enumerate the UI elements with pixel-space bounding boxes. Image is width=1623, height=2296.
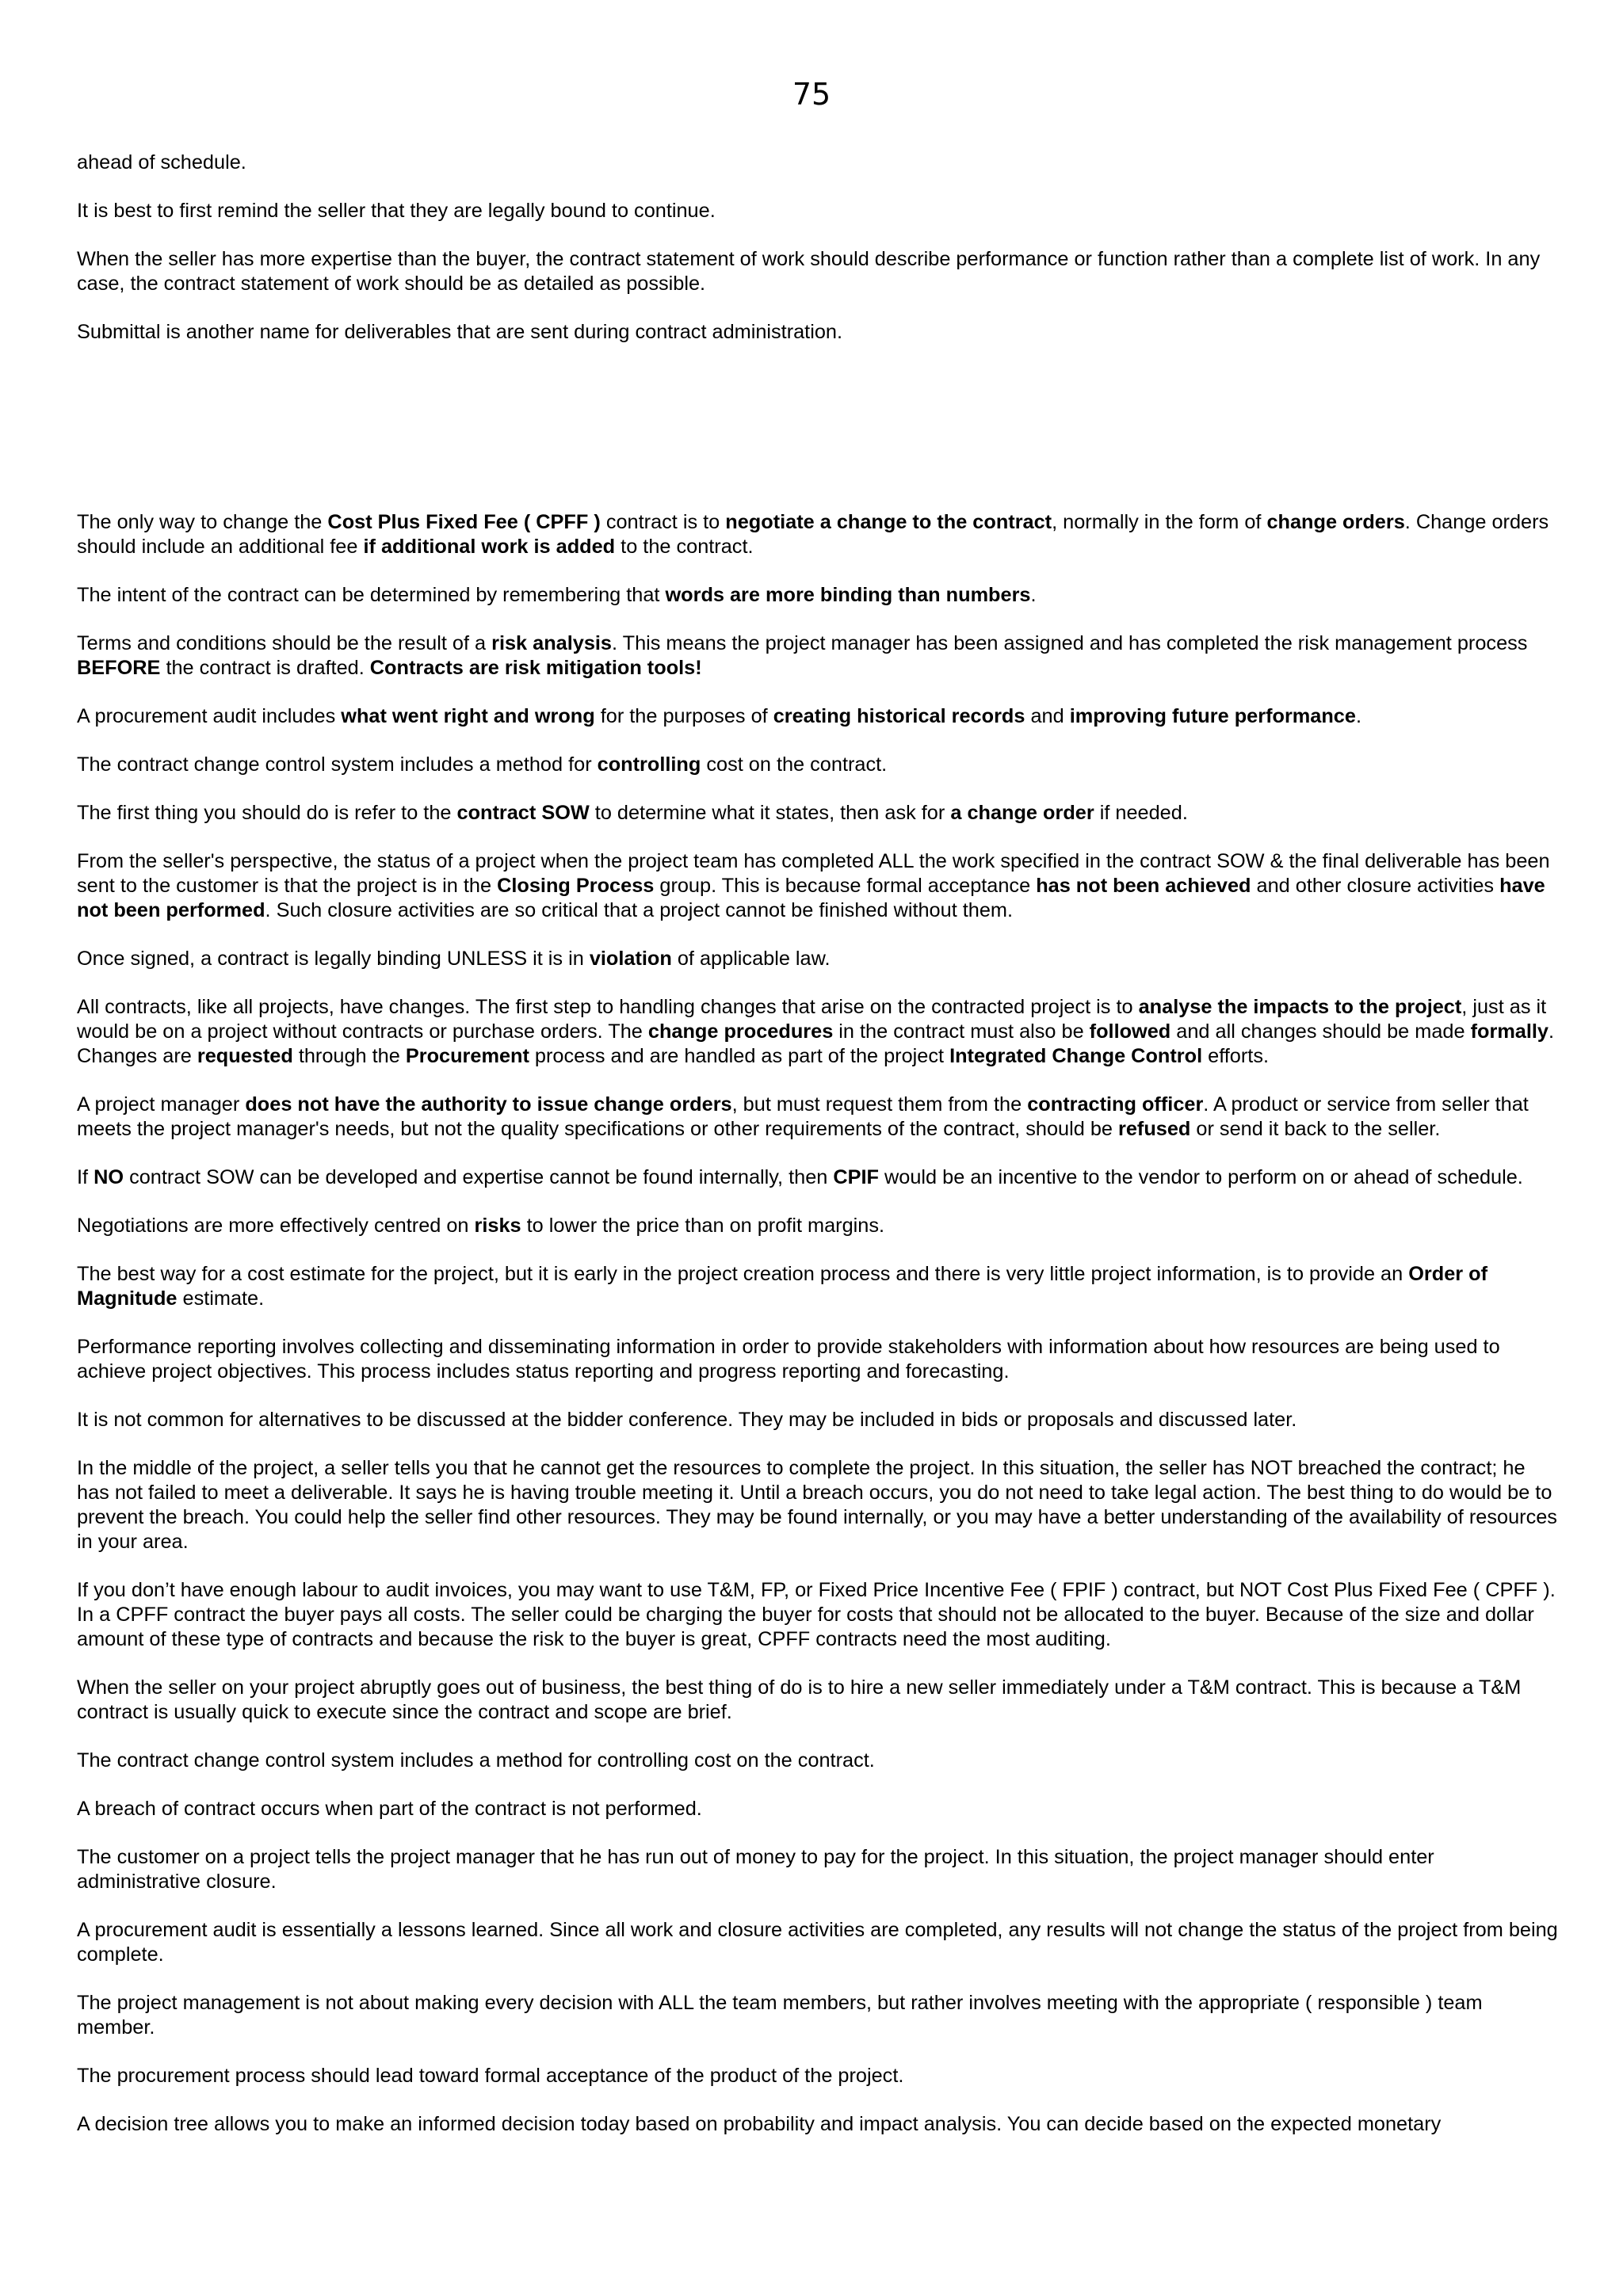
text-run: The intent of the contract can be determined by remembering that	[77, 584, 666, 606]
text-run: and all changes should be made	[1170, 1020, 1471, 1043]
text-run: . Changes are	[77, 1020, 1555, 1067]
paragraph	[77, 704, 1560, 729]
bold-text: improving future performance	[1069, 705, 1356, 727]
paragraph	[77, 510, 1560, 559]
text-run: group. This is because formal acceptance	[654, 875, 1037, 897]
paragraph	[77, 583, 1560, 608]
text-run: through the	[292, 1045, 406, 1067]
paragraph	[77, 151, 1560, 175]
text-run: If you don’t have enough labour to audit invoices, you may want to use T&M, FP, or Fixed Price Incentive Fee ( FPIF ) contract, but NOT Cost Plus Fixed Fee ( CPFF ). In a CPFF contract the buyer pays all costs. The seller could be charging the buyer for costs that should not be allocated to the buyer. Because of the size and dollar amount of these type of contracts and because the risk to the buyer is great, CPFF contracts need the most auditing.	[77, 1579, 1556, 1650]
bold-text: what went right and wrong	[341, 705, 595, 727]
paragraph	[77, 1456, 1560, 1554]
text-run: for the purposes of	[594, 705, 773, 727]
text-run: of applicable law.	[671, 948, 831, 970]
paragraph	[77, 1749, 1560, 1773]
bold-text: a change order	[950, 802, 1094, 824]
paragraph	[77, 1918, 1560, 1967]
text-run: , but must request them from the	[731, 1093, 1028, 1116]
paragraph	[77, 1214, 1560, 1238]
paragraph	[77, 995, 1560, 1069]
paragraph	[77, 947, 1560, 971]
bold-text: negotiate a change to the contract	[725, 511, 1052, 533]
text-run: . A product or service from seller that meets the project manager's needs, but not the quality specifications or other requirements of the contract, should be	[77, 1093, 1529, 1140]
text-run: The contract change control system includes a method for controlling cost on the contract.	[77, 1749, 875, 1772]
bold-text: contracting officer	[1027, 1093, 1204, 1116]
text-run: The customer on a project tells the project manager that he has run out of money to pay for the project. In this situation, the project manager should enter administrative closure.	[77, 1846, 1434, 1893]
bold-text: BEFORE	[77, 657, 161, 679]
text-run: if needed.	[1094, 802, 1188, 824]
text-run: A decision tree allows you to make an informed decision today based on probability and impact analysis. You can decide based on the expected monetary	[77, 2113, 1442, 2135]
paragraph	[77, 1578, 1560, 1652]
bold-text: Integrated Change Control	[949, 1045, 1203, 1067]
text-run: the contract is drafted.	[160, 657, 370, 679]
bold-text: have not been performed	[77, 875, 1545, 921]
text-run: If	[77, 1166, 94, 1188]
bold-text: Cost Plus Fixed Fee ( CPFF )	[327, 511, 601, 533]
text-run: would be an incentive to the vendor to perform on or ahead of schedule.	[879, 1166, 1523, 1188]
paragraph	[77, 1093, 1560, 1142]
text-run: When the seller on your project abruptly goes out of business, the best thing of do is to hire a new seller immediately under a T&M contract. This is because a T&M contract is usually quick to execute since the contract and scope are brief.	[77, 1676, 1522, 1723]
paragraph	[77, 2112, 1560, 2137]
paragraph	[77, 1845, 1560, 1894]
paragraph	[77, 801, 1560, 826]
text-run: contract is to	[600, 511, 726, 533]
text-run: Submittal is another name for deliverables that are sent during contract administration.	[77, 321, 843, 343]
bold-text: risk analysis	[491, 632, 613, 654]
bold-text: Closing Process	[497, 875, 655, 897]
bold-text: NO	[94, 1166, 124, 1188]
top-text-block	[77, 151, 1560, 345]
paragraph	[77, 1408, 1560, 1432]
text-run: in the contract must also be	[833, 1020, 1090, 1043]
text-run: A project manager	[77, 1093, 246, 1116]
text-run: and other closure activities	[1251, 875, 1500, 897]
text-run: It is best to first remind the seller that they are legally bound to continue.	[77, 200, 716, 222]
bold-text: risks	[474, 1215, 521, 1237]
paragraph	[77, 320, 1560, 345]
paragraph	[77, 1797, 1560, 1821]
bold-text: has not been achieved	[1036, 875, 1251, 897]
paragraph	[77, 1165, 1560, 1190]
bold-text: formally	[1470, 1020, 1549, 1043]
text-run: .	[1030, 584, 1037, 606]
bold-text: controlling	[597, 753, 701, 776]
bold-text: followed	[1089, 1020, 1171, 1043]
text-run: The first thing you should do is refer to the	[77, 802, 457, 824]
text-run: contract SOW can be developed and expertise cannot be found internally, then	[124, 1166, 834, 1188]
text-run: to lower the price than on profit margins.	[521, 1215, 885, 1237]
paragraph	[77, 199, 1560, 223]
bold-text: does not have the authority to issue change orders	[245, 1093, 732, 1116]
paragraph	[77, 1335, 1560, 1384]
text-run: estimate.	[177, 1287, 265, 1310]
text-run: Negotiations are more effectively centred on	[77, 1215, 475, 1237]
text-run: cost on the contract.	[701, 753, 888, 776]
paragraph	[77, 1991, 1560, 2040]
bold-text: creating historical records	[773, 705, 1025, 727]
text-run: The procurement process should lead toward formal acceptance of the product of the project.	[77, 2065, 904, 2087]
paragraph	[77, 2064, 1560, 2088]
bold-text: CPIF	[833, 1166, 879, 1188]
text-run: The only way to change the	[77, 511, 328, 533]
text-run: . Such closure activities are so critical that a project cannot be finished without them.	[265, 899, 1014, 921]
text-run: The project management is not about making every decision with ALL the team members, but rather involves meeting with the appropriate ( responsible ) team member.	[77, 1992, 1483, 2039]
text-run: to determine what it states, then ask for	[589, 802, 951, 824]
bold-text: Order of Magnitude	[77, 1263, 1488, 1310]
paragraph	[77, 631, 1560, 681]
text-run: and	[1025, 705, 1070, 727]
text-run: .	[1355, 705, 1361, 727]
text-run: Terms and conditions should be the result of a	[77, 632, 492, 654]
bold-text: change procedures	[647, 1020, 834, 1043]
text-run: From the seller's perspective, the status of a project when the project team has completed ALL the work specified in the contract SOW & the final deliverable has been sent to the customer is that the project is in the	[77, 850, 1550, 897]
bold-text: analyse the impacts to the project	[1138, 996, 1462, 1018]
text-run: In the middle of the project, a seller tells you that he cannot get the resources to complete the project. In this situation, the seller has NOT breached the contract; he has not failed to meet a deliverable. It says he is having trouble meeting it. Until a breach occurs, you do not need to take legal action. The best thing to do would be to prevent the breach. You could help the seller find other resources. They may be found internally, or you may have a better understanding of the availability of resources in your area.	[77, 1457, 1557, 1553]
paragraph	[77, 753, 1560, 777]
paragraph	[77, 849, 1560, 923]
page-number: 75	[792, 77, 831, 112]
bold-text: requested	[197, 1045, 293, 1067]
text-run: . This means the project manager has been assigned and has completed the risk management process	[612, 632, 1528, 654]
text-run: , normally in the form of	[1052, 511, 1267, 533]
bold-text: refused	[1117, 1118, 1191, 1140]
text-run: process and are handled as part of the project	[529, 1045, 950, 1067]
bold-text: Procurement	[405, 1045, 529, 1067]
text-run: or send it back to the seller.	[1190, 1118, 1441, 1140]
text-run: A procurement audit includes	[77, 705, 342, 727]
text-run: ahead of schedule.	[77, 151, 246, 174]
paragraph	[77, 1262, 1560, 1311]
paragraph	[77, 247, 1560, 296]
text-run: All contracts, like all projects, have changes. The first step to handling changes that arise on the contracted project is to	[77, 996, 1139, 1018]
bold-text: Contracts are risk mitigation tools!	[369, 657, 702, 679]
paragraph	[77, 1676, 1560, 1725]
bold-text: contract SOW	[456, 802, 590, 824]
text-run: Once signed, a contract is legally binding UNLESS it is in	[77, 948, 590, 970]
text-run: to the contract.	[615, 536, 754, 558]
main-text-block	[77, 510, 1560, 2137]
bold-text: change orders	[1266, 511, 1405, 533]
bold-text: if additional work is added	[363, 536, 616, 558]
text-run: efforts.	[1202, 1045, 1270, 1067]
text-run: It is not common for alternatives to be discussed at the bidder conference. They may be included in bids or proposals and discussed later.	[77, 1409, 1297, 1431]
text-run: When the seller has more expertise than the buyer, the contract statement of work should describe performance or function rather than a complete list of work. In any case, the contract statement of work should be as detailed as possible.	[77, 248, 1541, 295]
text-run: The contract change control system includes a method for	[77, 753, 598, 776]
text-run: Performance reporting involves collecting and disseminating information in order to provide stakeholders with information about how resources are being used to achieve project objectives. This process includes status reporting and progress reporting and forecasting.	[77, 1336, 1500, 1383]
text-run: . Change orders should include an additional fee	[77, 511, 1549, 558]
text-run: , just as it would be on a project without contracts or purchase orders. The	[77, 996, 1547, 1043]
text-run: The best way for a cost estimate for the project, but it is early in the project creation process and there is very little project information, is to provide an	[77, 1263, 1409, 1285]
bold-text: violation	[589, 948, 672, 970]
text-run: A breach of contract occurs when part of the contract is not performed.	[77, 1798, 702, 1820]
bold-text: words are more binding than numbers	[665, 584, 1031, 606]
text-run: A procurement audit is essentially a lessons learned. Since all work and closure activities are completed, any results will not change the status of the project from being complete.	[77, 1919, 1558, 1966]
